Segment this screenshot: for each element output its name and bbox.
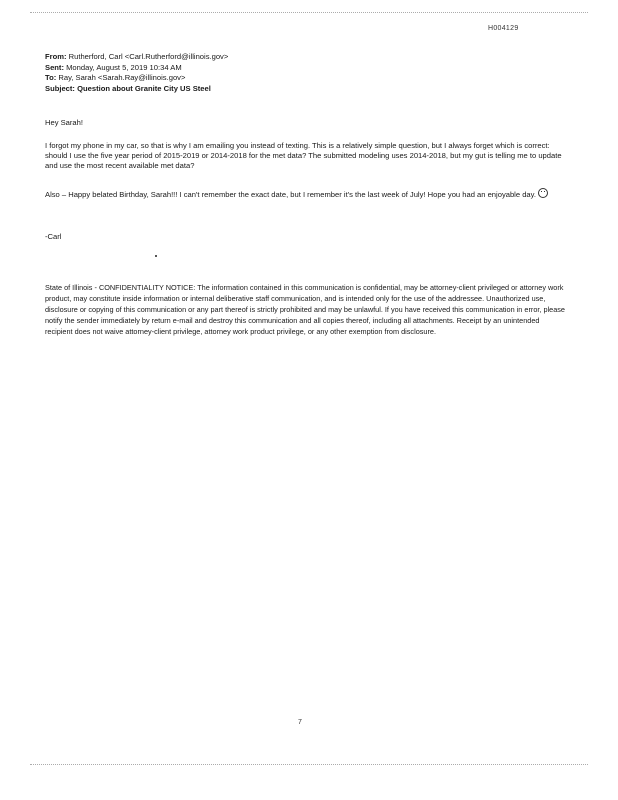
sent-value: Monday, August 5, 2019 10:34 AM (66, 62, 182, 72)
email-sent-line (45, 63, 565, 74)
sent-label: Sent: (45, 62, 64, 72)
page-number: 7 (298, 719, 302, 726)
to-label: To: (45, 73, 57, 82)
scan-artifact-bottom (30, 764, 588, 769)
smiley-face-icon (538, 188, 548, 198)
bates-number: H004129 (488, 25, 519, 32)
email-body-paragraph-1: I forgot my phone in my car, so that is why I am emailing you instead of texting. This is a relatively simple question, but I always forget which is correct: should I use the five year period of 2015-2019 or 2014-2018 for the met data? The submitted modeling uses 2014-2018, but my gut is telling me to update and use the most recent available met data? (45, 141, 562, 170)
email-subject-line (45, 84, 565, 95)
to-value: Ray, Sarah <Sarah.Ray@illinois.gov> (58, 73, 186, 82)
email-body-paragraph-2-text: Also – Happy belated Birthday, Sarah!!! I can't remember the exact date, but I remember it's the last week of July! Hope you had an enjoyable day. (45, 190, 536, 199)
email-document (45, 52, 565, 336)
subject-value: Question about Granite City US Steel (77, 83, 211, 93)
email-body-paragraph-2 (45, 188, 565, 200)
confidentiality-notice: State of Illinois - CONFIDENTIALITY NOTICE: The information contained in this communication is confidential, may be attorney-client privileged or attorney work product, may constitute inside information or internal deliberative staff communication, and is intended only for the use of the addressee. Unauthorized use, disclosure or copying of this communication or any part thereof is strictly prohibited and may be unlawful. If you have received this communication in error, please notify the sender immediately by return e-mail and destroy this communication and all copies thereof, including all attachments. Receipt by an unintended recipient does not waive attorney-client privilege, attorney work product privilege, or any other exemption from disclosure. (45, 283, 565, 336)
scan-speck (155, 255, 157, 257)
email-from-line (45, 52, 565, 63)
from-label: From: (45, 52, 67, 61)
from-value: Rutherford, Carl <Carl.Rutherford@illinois.gov> (68, 52, 229, 61)
subject-label: Subject: (45, 83, 75, 93)
email-to-line (45, 73, 565, 84)
email-signoff: -Carl (45, 232, 62, 241)
scan-artifact-top (30, 12, 588, 17)
email-greeting: Hey Sarah! (45, 118, 83, 127)
